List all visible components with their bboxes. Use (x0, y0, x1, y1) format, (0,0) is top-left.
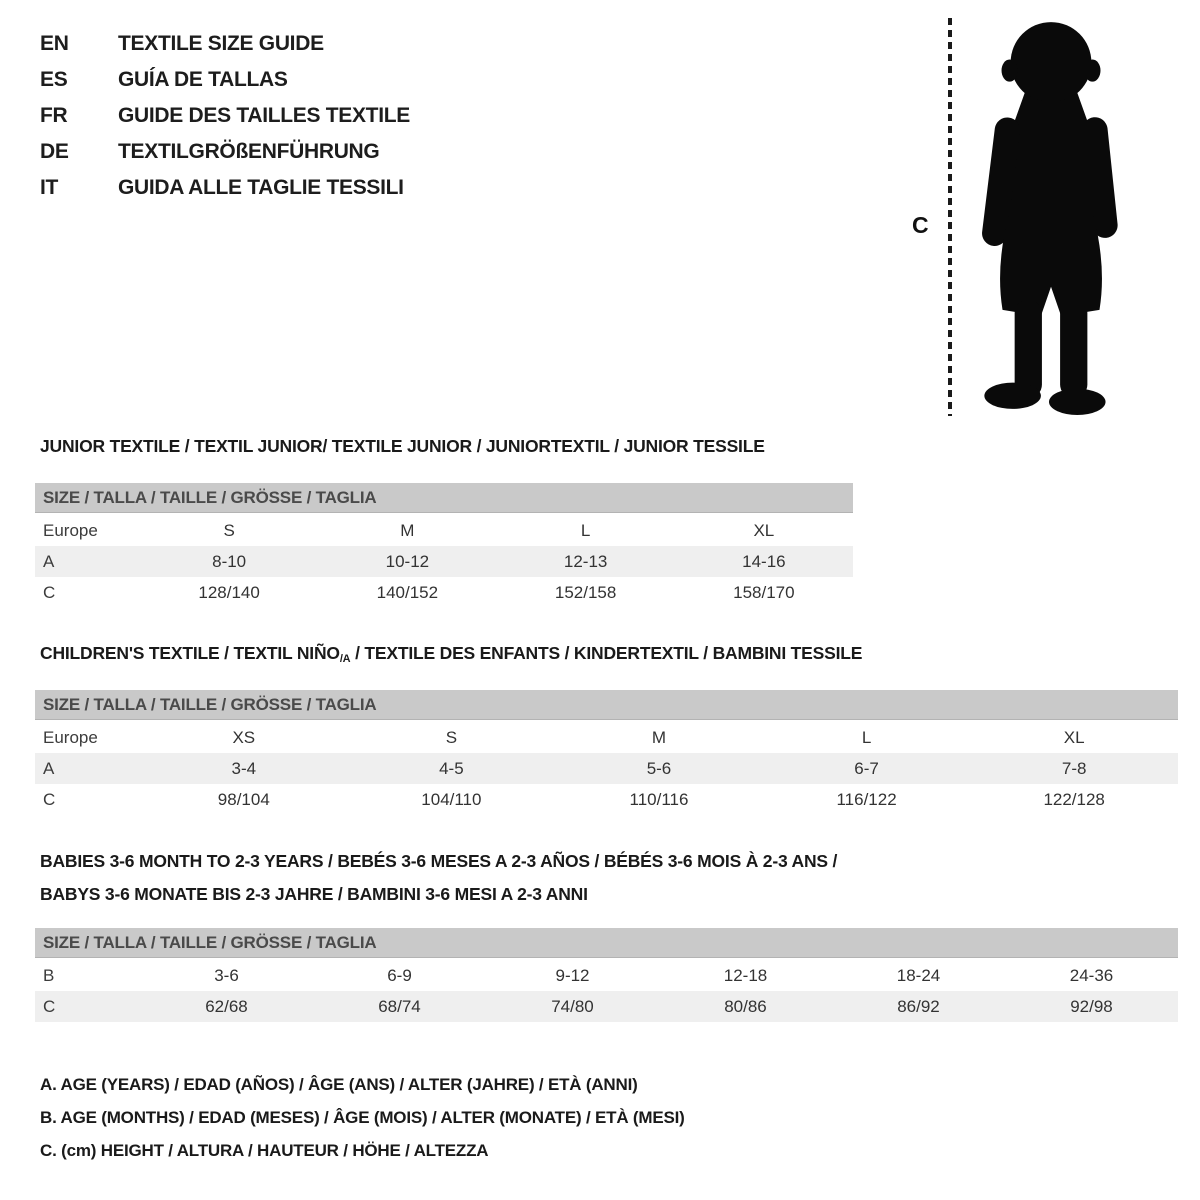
language-title-list (40, 26, 410, 206)
footnote-age-years: A. AGE (YEARS) / EDAD (AÑOS) / ÂGE (ANS) / ALTER (JAHRE) / ETÀ (ANNI) (40, 1074, 638, 1094)
children-section-title (40, 643, 862, 664)
table-cell: C (43, 996, 56, 1016)
language-row-de (40, 134, 410, 170)
table-cell: 98/104 (217, 789, 270, 809)
table-cell: 5-6 (646, 758, 672, 778)
toddler-silhouette-icon (964, 14, 1136, 418)
language-code: FR (40, 104, 68, 127)
language-code: DE (40, 140, 69, 163)
table-cell: 92/98 (1070, 996, 1113, 1016)
table-cell: 8-10 (212, 551, 247, 571)
table-cell: 152/158 (554, 582, 617, 602)
junior-section-title: JUNIOR TEXTILE / TEXTIL JUNIOR/ TEXTILE JUNIOR / JUNIORTEXTIL / JUNIOR TESSILE (40, 436, 765, 456)
junior-size-table (35, 483, 853, 608)
table-row (35, 784, 1178, 815)
table-cell: 122/128 (1043, 789, 1105, 809)
table-cell: Europe (43, 727, 98, 747)
table-row (35, 960, 1178, 991)
table-cell: 110/116 (629, 789, 689, 809)
footnote-legend (40, 1068, 685, 1167)
table-cell: 116/122 (836, 789, 897, 809)
table-cell: 18-24 (896, 965, 941, 985)
table-cell: 3-4 (231, 758, 257, 778)
table-cell: 14-16 (742, 551, 786, 571)
footnote-age-months: B. AGE (MONTHS) / EDAD (MESES) / ÂGE (MOIS) / ALTER (MONATE) / ETÀ (MESI) (40, 1107, 685, 1127)
table-cell: 12-13 (563, 551, 608, 571)
language-row-en (40, 26, 410, 62)
babies-section-title-line1: BABIES 3-6 MONTH TO 2-3 YEARS / BEBÉS 3-6 MESES A 2-3 AÑOS / BÉBÉS 3-6 MOIS À 2-3 ANS / (40, 851, 838, 871)
table-cell: 12-18 (723, 965, 768, 985)
table-cell: M (651, 727, 667, 747)
guide-title-en: TEXTILE SIZE GUIDE (118, 32, 324, 55)
language-row-it (40, 170, 410, 206)
table-cell: 68/74 (378, 996, 421, 1016)
table-cell: 140/152 (376, 582, 439, 602)
table-row (35, 515, 853, 546)
table-cell: 24-36 (1069, 965, 1114, 985)
table-cell: 7-8 (1061, 758, 1087, 778)
table-cell: 62/68 (205, 996, 248, 1016)
language-row-fr (40, 98, 410, 134)
table-cell: 6-7 (854, 758, 879, 778)
guide-title-fr: GUIDE DES TAILLES TEXTILE (118, 104, 410, 127)
table-cell: L (580, 520, 591, 540)
table-row (35, 546, 853, 577)
table-cell: 6-9 (387, 965, 412, 985)
table-cell: Europe (43, 520, 98, 540)
table-cell: M (400, 520, 415, 540)
guide-title-de: TEXTILGRÖßENFÜHRUNG (118, 140, 380, 163)
table-cell: 74/80 (551, 996, 594, 1016)
table-cell: B (43, 965, 55, 985)
table-cell: 86/92 (897, 996, 940, 1016)
table-cell: 80/86 (724, 996, 767, 1016)
table-cell: L (861, 727, 872, 747)
table-cell: XL (753, 520, 775, 540)
table-cell: 9-12 (555, 965, 590, 985)
language-code: EN (40, 32, 69, 55)
table-row (35, 991, 1178, 1022)
height-measure-label: C (912, 212, 929, 238)
height-measure-dashed-line (948, 18, 952, 416)
table-cell: XS (232, 727, 256, 747)
table-cell: 4-5 (439, 758, 464, 778)
children-size-table (35, 690, 1178, 815)
babies-table-header: SIZE / TALLA / TAILLE / GRÖSSE / TAGLIA (35, 928, 1178, 958)
table-cell: 128/140 (198, 582, 260, 602)
table-cell: A (43, 758, 55, 778)
table-cell: S (445, 727, 458, 747)
guide-title-it: GUIDA ALLE TAGLIE TESSILI (118, 176, 404, 199)
table-row (35, 722, 1178, 753)
table-cell: C (43, 789, 56, 809)
language-row-es (40, 62, 410, 98)
table-row (35, 753, 1178, 784)
children-table-header: SIZE / TALLA / TAILLE / GRÖSSE / TAGLIA (35, 690, 1178, 720)
language-code: IT (40, 176, 59, 199)
table-cell: 104/110 (421, 789, 482, 809)
babies-size-table (35, 928, 1178, 1022)
junior-table-header: SIZE / TALLA / TAILLE / GRÖSSE / TAGLIA (35, 483, 853, 513)
table-cell: XL (1063, 727, 1085, 747)
children-title-sub: /A (339, 653, 351, 665)
children-title-post: / TEXTILE DES ENFANTS / KINDERTEXTIL / BAMBINI TESSILE (350, 643, 863, 663)
language-code: ES (40, 68, 68, 91)
children-title-pre: CHILDREN'S TEXTILE / TEXTIL NIÑO (40, 643, 340, 663)
table-cell: C (43, 582, 56, 602)
table-cell: 158/170 (733, 582, 795, 602)
table-cell: S (223, 520, 235, 540)
table-cell: A (43, 551, 55, 571)
guide-title-es: GUÍA DE TALLAS (118, 68, 288, 91)
table-row (35, 577, 853, 608)
table-cell: 10-12 (385, 551, 430, 571)
table-cell: 3-6 (214, 965, 239, 985)
babies-section-title-line2: BABYS 3-6 MONATE BIS 2-3 JAHRE / BAMBINI 3-6 MESI A 2-3 ANNI (40, 884, 588, 904)
footnote-height-cm: C. (cm) HEIGHT / ALTURA / HAUTEUR / HÖHE / ALTEZZA (40, 1140, 489, 1160)
